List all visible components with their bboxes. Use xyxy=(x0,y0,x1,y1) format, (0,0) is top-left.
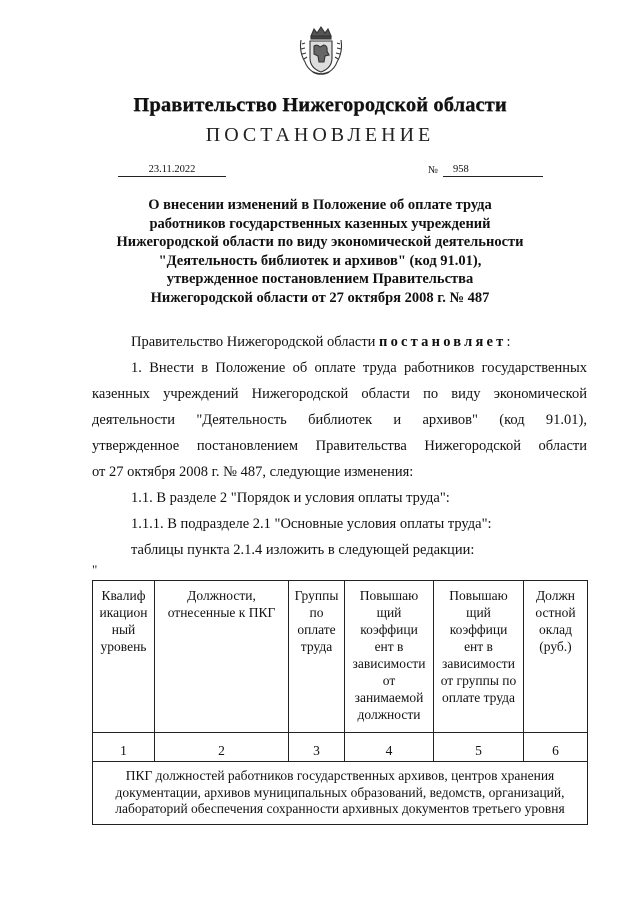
preamble-text: Правительство Нижегородской области xyxy=(131,334,376,350)
subject-line: О внесении изменений в Положение об оплате труда xyxy=(148,197,492,213)
column-number: 1 xyxy=(93,733,155,762)
document-date: 23.11.2022 xyxy=(118,163,226,177)
group-title: ПКГ должностей работников государственных архивов, центров хранения документации, архивов муниципальных образований, ведомств, организаций, лабораторий обеспечения сохранности архивных документов третьего уровня xyxy=(93,762,588,825)
subject-line: работников государственных казенных учреждений xyxy=(149,215,491,232)
column-number: 6 xyxy=(524,733,588,762)
item-tables: таблицы пункта 2.1.4 изложить в следующей редакции: xyxy=(131,542,475,558)
table-header-row xyxy=(93,581,588,733)
column-number: 5 xyxy=(434,733,524,762)
document-subject xyxy=(90,196,550,307)
item1-line: казенных учреждений Нижегородской области по виду экономической xyxy=(92,386,587,402)
header-cell: Должности, отнесенные к ПКГ xyxy=(155,581,289,733)
item1-line: утвержденное постановлением Правительства Нижегородской области xyxy=(92,438,587,454)
preamble-colon: : xyxy=(506,334,511,350)
header-cell: Квалиф икацион ный уровень xyxy=(93,581,155,733)
subject-line: Нижегородской области от 27 октября 2008 г. № 487 xyxy=(150,289,490,306)
preamble-decree-word: постановляет xyxy=(379,334,507,350)
coat-of-arms-icon xyxy=(297,22,345,78)
document-kind: ПОСТАНОВЛЕНИЕ xyxy=(205,124,435,146)
open-quote: " xyxy=(92,562,98,577)
number-sign: № xyxy=(428,165,439,176)
header-cell: Группы по оплате труда xyxy=(289,581,345,733)
government-title: Правительство Нижегородской области xyxy=(133,94,507,116)
column-number: 2 xyxy=(155,733,289,762)
subject-line: Нижегородской области по виду экономической деятельности xyxy=(116,234,524,250)
item1-line: от 27 октября 2008 г. № 487, следующие изменения: xyxy=(92,464,414,480)
item1-line: деятельности "Деятельность библиотек и архивов" (код 91.01), xyxy=(92,412,587,428)
table-group-row xyxy=(93,762,588,825)
column-number: 3 xyxy=(289,733,345,762)
document-number-field xyxy=(443,163,543,177)
header-cell: Повышаю щий коэффици ент в зависимости от группы по оплате труда xyxy=(434,581,524,733)
subject-line: "Деятельность библиотек и архивов" (код 91.01), xyxy=(158,252,482,269)
item1-line: 1. Внести в Положение об оплате труда работников государственных xyxy=(131,360,587,376)
header-cell: Повышаю щий коэффици ент в зависимости от занимаемой должности xyxy=(345,581,434,733)
document-number: 958 xyxy=(453,164,469,175)
item-1-1: 1.1. В разделе 2 "Порядок и условия оплаты труда": xyxy=(131,490,450,506)
column-number-row xyxy=(93,733,588,762)
subject-line: утвержденное постановлением Правительства xyxy=(166,271,474,287)
preamble xyxy=(131,333,511,351)
header-cell: Должн остной оклад (руб.) xyxy=(524,581,588,733)
column-number: 4 xyxy=(345,733,434,762)
pay-table xyxy=(92,580,588,825)
item-1-1-1: 1.1.1. В подразделе 2.1 "Основные условия оплаты труда": xyxy=(131,516,492,532)
